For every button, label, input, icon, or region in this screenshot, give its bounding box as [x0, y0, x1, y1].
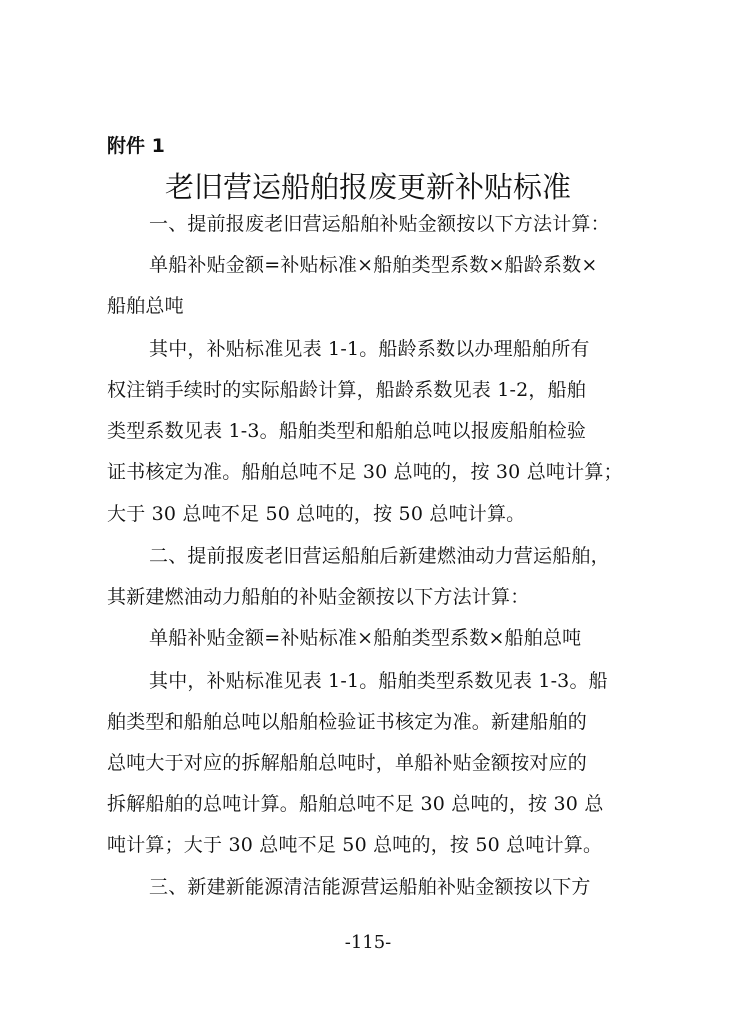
page-number: -115-: [344, 932, 392, 953]
line-4: 其中，补贴标准见表 1-1。船龄系数以办理船舶所有: [149, 338, 590, 360]
line-10: 其新建燃油动力船舶的补贴金额按以下方法计算：: [107, 586, 530, 608]
document-title: 老旧营运船舶报废更新补贴标准: [164, 170, 571, 204]
line-1: 一、提前报废老旧营运船舶补贴金额按以下方法计算：: [149, 213, 610, 235]
line-7: 证书核定为准。船舶总吨不足 30 总吨的，按 30 总吨计算；: [107, 461, 623, 483]
line-14: 总吨大于对应的拆解船舶总吨时，单船补贴金额按对应的: [107, 752, 588, 774]
line-13: 舶类型和船舶总吨以船舶检验证书核定为准。新建船舶的: [107, 711, 588, 733]
attachment-label: 附件 1: [107, 135, 165, 157]
line-12: 其中，补贴标准见表 1-1。船舶类型系数见表 1-3。船: [149, 670, 608, 692]
line-5: 权注销手续时的实际船龄计算，船龄系数见表 1-2，船舶: [107, 379, 587, 401]
line-2: 单船补贴金额=补贴标准×船舶类型系数×船龄系数×: [149, 254, 598, 276]
line-17: 三、新建新能源清洁能源营运船舶补贴金额按以下方: [149, 876, 591, 898]
line-15: 拆解船舶的总吨计算。船舶总吨不足 30 总吨的，按 30 总: [107, 793, 604, 815]
line-16: 吨计算；大于 30 总吨不足 50 总吨的，按 50 总吨计算。: [107, 834, 603, 856]
line-11: 单船补贴金额=补贴标准×船舶类型系数×船舶总吨: [149, 627, 582, 649]
line-9: 二、提前报废老旧营运船舶后新建燃油动力营运船舶，: [149, 545, 610, 567]
line-8: 大于 30 总吨不足 50 总吨的，按 50 总吨计算。: [107, 503, 526, 525]
line-3: 船舶总吨: [107, 295, 184, 317]
line-6: 类型系数见表 1-3。船舶类型和船舶总吨以报废船舶检验: [107, 420, 587, 442]
